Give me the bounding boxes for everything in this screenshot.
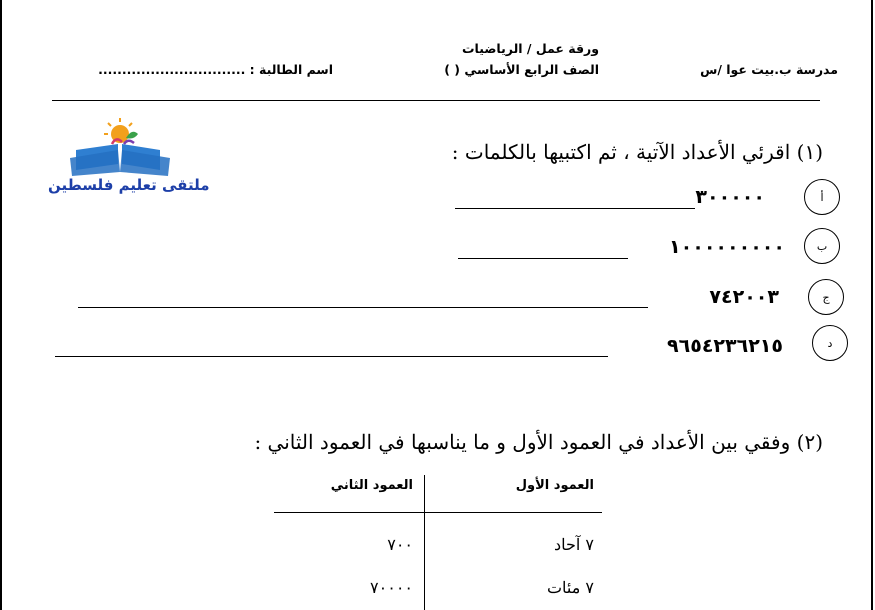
table-row-1-first: ٧ آحاد bbox=[553, 535, 594, 554]
table-header-line bbox=[274, 512, 602, 513]
logo-text: ملتقى تعليم فلسطين bbox=[48, 176, 210, 194]
item-a-circle bbox=[804, 179, 840, 215]
grade-label: الصف الرابع الأساسي ( ) bbox=[444, 62, 599, 77]
item-b-circle bbox=[804, 228, 840, 264]
item-a-number: ٣٠٠٠٠٠ bbox=[695, 186, 765, 208]
item-b-number: ١٠٠٠٠٠٠٠٠٠ bbox=[669, 236, 785, 258]
question2-title: (٢) وفقي بين الأعداد في العمود الأول و ما يناسبها في العمود الثاني : bbox=[254, 430, 823, 454]
item-c-number: ٧٤٢٠٠٣ bbox=[709, 286, 779, 308]
item-b-answer-line[interactable] bbox=[458, 258, 628, 259]
item-d-answer-line[interactable] bbox=[55, 356, 608, 357]
item-b-label: ب bbox=[816, 239, 828, 253]
item-d-number: ٩٦٥٤٢٣٦٢١٥ bbox=[667, 335, 783, 357]
item-d-circle bbox=[812, 325, 848, 361]
page-border-right bbox=[871, 0, 873, 610]
logo bbox=[48, 114, 210, 199]
column-second-header: العمود الثاني bbox=[330, 478, 413, 493]
table-column-divider bbox=[424, 475, 425, 610]
header-divider bbox=[52, 100, 820, 101]
worksheet-title: ورقة عمل / الرياضيات bbox=[461, 41, 599, 56]
student-name-field: اسم الطالبة : ............................... bbox=[98, 62, 333, 77]
item-c-label: ج bbox=[822, 290, 830, 304]
item-a-label: أ bbox=[820, 190, 824, 204]
school-name: مدرسة ب.بيت عوا /س bbox=[700, 62, 838, 77]
column-first-header: العمود الأول bbox=[515, 478, 594, 493]
page-border-left bbox=[0, 0, 2, 610]
question1-title: (١) اقرئي الأعداد الآتية ، ثم اكتبيها بالكلمات : bbox=[451, 140, 823, 164]
item-d-label: د bbox=[827, 336, 833, 350]
table-row-2-first: ٧ مئات bbox=[546, 578, 594, 597]
logo-book-icon bbox=[48, 114, 198, 184]
item-c-circle bbox=[808, 279, 844, 315]
table-row-2-second: ٧٠٠٠٠ bbox=[370, 578, 413, 597]
table-row-1-second: ٧٠٠ bbox=[387, 535, 413, 554]
item-a-answer-line[interactable] bbox=[455, 208, 695, 209]
item-c-answer-line[interactable] bbox=[78, 307, 648, 308]
